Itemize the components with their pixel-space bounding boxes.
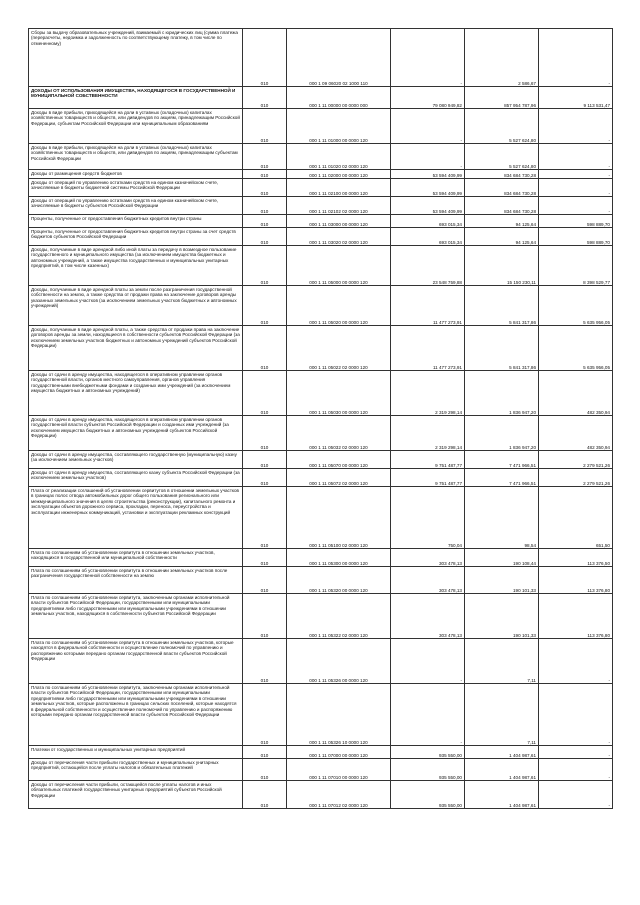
executed-amount-cell: 5 841 317,86: [465, 326, 539, 371]
budget-code-cell: 000 1 11 05000 00 0000 120: [287, 246, 391, 286]
table-row: [29, 451, 613, 469]
budget-code-cell: 000 1 09 06020 02 1000 110: [287, 29, 391, 87]
executed-amount-cell: 94 125,64: [465, 228, 539, 246]
budget-code-cell: 000 1 11 00000 00 0000 000: [287, 87, 391, 109]
approved-amount-cell: -: [391, 109, 465, 144]
approved-amount-cell: 9 751 487,77: [391, 469, 465, 487]
revenue-name-cell: Доходы от сдачи в аренду имущества, находящегося в оперативном управлении органов государственной власти, органов местного самоуправления, органов управления государственными внебюджетными фондами и созданных ими учреждений (за исключением имущества бюджетных и автономных учреждений): [29, 371, 243, 416]
revenue-name-cell: Плата по соглашениям об установлении сервитута, заключенным органами исполнительной власти субъектов Российской Федерации, государственными или муниципальными предприятиями либо государственными или муниципальными учреждениями в отношении земельных участков, которые расположены в границах сельских поселений, которые находятся в федеральной собственности и осуществление полномочий по управлению и распоряжению которыми передано органам государственной власти субъектов Российской Федерации: [29, 684, 243, 746]
report-sheet: [28, 28, 612, 809]
unexecuted-amount-cell: 482 350,94: [539, 371, 613, 416]
executed-amount-cell: 834 684 730,28: [465, 197, 539, 215]
budget-code-cell: 000 1 11 05300 00 0000 120: [287, 549, 391, 567]
row-code-cell: 010: [243, 286, 287, 326]
table-row: [29, 549, 613, 567]
row-code-cell: 010: [243, 144, 287, 170]
executed-amount-cell: 857 954 787,96: [465, 87, 539, 109]
approved-amount-cell: -: [391, 684, 465, 746]
revenue-name-cell: Доходы от размещения средств бюджетов: [29, 170, 243, 179]
revenue-name-cell: Доходы в виде прибыли, приходящейся на доли в уставных (складочных) капиталах хозяйственных товариществ и обществ, или дивидендов по акциям, принадлежащим Российской Федерации, субъектам Российской Федерации или муниципальным образованиям: [29, 109, 243, 144]
approved-amount-cell: 79 080 949,82: [391, 87, 465, 109]
executed-amount-cell: 190 108,44: [465, 549, 539, 567]
table-row: [29, 228, 613, 246]
table-row: [29, 371, 613, 416]
executed-amount-cell: 190 101,33: [465, 594, 539, 639]
unexecuted-amount-cell: -: [539, 684, 613, 746]
budget-code-cell: 000 1 11 05020 00 0000 120: [287, 286, 391, 326]
executed-amount-cell: 1 404 987,61: [465, 781, 539, 809]
revenue-name-cell: Доходы от перечисления части прибыли государственных и муниципальных унитарных предприятий, остающейся после уплаты налогов и обязательных платежей: [29, 759, 243, 781]
budget-code-cell: 000 1 11 05072 02 0000 120: [287, 469, 391, 487]
approved-amount-cell: 935 550,00: [391, 781, 465, 809]
approved-amount-cell: 303 478,13: [391, 549, 465, 567]
row-code-cell: 010: [243, 246, 287, 286]
table-row: [29, 246, 613, 286]
table-row: [29, 197, 613, 215]
budget-code-cell: 000 1 11 03000 00 0000 120: [287, 215, 391, 228]
unexecuted-amount-cell: 2 279 521,26: [539, 451, 613, 469]
approved-amount-cell: 9 751 487,77: [391, 451, 465, 469]
budget-code-cell: 000 1 11 05070 00 0000 120: [287, 451, 391, 469]
executed-amount-cell: 1 836 947,20: [465, 416, 539, 451]
table-row: [29, 109, 613, 144]
approved-amount-cell: 693 015,34: [391, 215, 465, 228]
row-code-cell: 010: [243, 594, 287, 639]
executed-amount-cell: 1 836 947,20: [465, 371, 539, 416]
approved-amount-cell: 53 594 409,99: [391, 179, 465, 197]
budget-code-cell: 000 1 11 05326 10 0000 120: [287, 684, 391, 746]
budget-code-cell: 000 1 11 03020 02 0000 120: [287, 228, 391, 246]
unexecuted-amount-cell: -: [539, 29, 613, 87]
executed-amount-cell: 5 527 624,80: [465, 109, 539, 144]
executed-amount-cell: 1 404 987,61: [465, 746, 539, 759]
table-row: [29, 170, 613, 179]
row-code-cell: 010: [243, 228, 287, 246]
table-row: [29, 215, 613, 228]
budget-code-cell: 000 1 11 05326 00 0000 120: [287, 639, 391, 684]
revenue-name-cell: Плата по соглашениям об установлении сервитута в отношении земельных участков, находящихся в государственной или муниципальной собственности: [29, 549, 243, 567]
row-code-cell: 010: [243, 170, 287, 179]
table-row: [29, 746, 613, 759]
row-code-cell: 010: [243, 197, 287, 215]
revenue-name-cell: Доходы от операций по управлению остатками средств на едином казначейском счете, зачисляемые в бюджеты субъектов Российской Федерации: [29, 197, 243, 215]
executed-amount-cell: 7 471 966,51: [465, 451, 539, 469]
revenue-name-cell: Плата по соглашениям об установлении сервитута в отношении земельных участков после разграничения государственной собственности на землю: [29, 567, 243, 594]
approved-amount-cell: 303 478,13: [391, 594, 465, 639]
executed-amount-cell: 834 684 730,28: [465, 179, 539, 197]
table-row: [29, 567, 613, 594]
revenue-table-body: [29, 29, 613, 809]
revenue-name-cell: Доходы, получаемые в виде арендной платы, а также средства от продажи права на заключение договоров аренды за земли, находящиеся в собственности субъектов Российской Федерации (за исключением земельных участков бюджетных и автономных учреждений субъектов Российской Федерации): [29, 326, 243, 371]
unexecuted-amount-cell: 9 113 531,47: [539, 87, 613, 109]
executed-amount-cell: 834 684 730,28: [465, 170, 539, 179]
budget-code-cell: 000 1 11 01020 02 0000 120: [287, 144, 391, 170]
budget-code-cell: 000 1 11 07000 00 0000 120: [287, 746, 391, 759]
unexecuted-amount-cell: -: [539, 781, 613, 809]
revenue-name-cell: Проценты, полученные от предоставления бюджетных кредитов внутри страны за счет средств бюджетов субъектов Российской Федерации: [29, 228, 243, 246]
table-row: [29, 469, 613, 487]
unexecuted-amount-cell: -: [539, 109, 613, 144]
executed-amount-cell: 5 841 317,86: [465, 286, 539, 326]
budget-code-cell: 000 1 11 05022 02 0000 120: [287, 326, 391, 371]
approved-amount-cell: 935 550,00: [391, 759, 465, 781]
budget-code-cell: 000 1 11 05322 02 0000 120: [287, 594, 391, 639]
row-code-cell: 010: [243, 215, 287, 228]
approved-amount-cell: 693 015,34: [391, 228, 465, 246]
table-row: [29, 759, 613, 781]
unexecuted-amount-cell: 651,50: [539, 487, 613, 549]
unexecuted-amount-cell: 482 350,94: [539, 416, 613, 451]
revenue-name-cell: Доходы от перечисления части прибыли, остающейся после уплаты налогов и иных обязательных платежей государственных унитарных предприятий субъектов Российской Федерации: [29, 781, 243, 809]
unexecuted-amount-cell: -: [539, 639, 613, 684]
row-code-cell: 010: [243, 549, 287, 567]
row-code-cell: 010: [243, 567, 287, 594]
unexecuted-amount-cell: 113 376,80: [539, 567, 613, 594]
revenue-table: [28, 28, 613, 809]
budget-code-cell: 000 1 11 05320 00 0000 120: [287, 567, 391, 594]
budget-code-cell: 000 1 11 02000 00 0000 120: [287, 170, 391, 179]
budget-code-cell: 000 1 11 07012 02 0000 120: [287, 781, 391, 809]
unexecuted-amount-cell: -: [539, 170, 613, 179]
table-row: [29, 416, 613, 451]
row-code-cell: 010: [243, 469, 287, 487]
table-row: [29, 29, 613, 87]
row-code-cell: 010: [243, 746, 287, 759]
approved-amount-cell: 935 550,00: [391, 746, 465, 759]
unexecuted-amount-cell: -: [539, 197, 613, 215]
unexecuted-amount-cell: 598 889,70: [539, 228, 613, 246]
unexecuted-amount-cell: 5 635 956,05: [539, 326, 613, 371]
row-code-cell: 010: [243, 87, 287, 109]
row-code-cell: 010: [243, 759, 287, 781]
revenue-name-cell: Платежи от государственных и муниципальных унитарных предприятий: [29, 746, 243, 759]
unexecuted-amount-cell: 598 889,70: [539, 215, 613, 228]
executed-amount-cell: 2 586,67: [465, 29, 539, 87]
table-row: [29, 781, 613, 809]
approved-amount-cell: 303 478,13: [391, 567, 465, 594]
budget-code-cell: 000 1 11 01000 00 0000 120: [287, 109, 391, 144]
unexecuted-amount-cell: 2 279 521,26: [539, 469, 613, 487]
row-code-cell: 010: [243, 29, 287, 87]
executed-amount-cell: 7,11: [465, 684, 539, 746]
row-code-cell: 010: [243, 639, 287, 684]
budget-code-cell: 000 1 11 07010 00 0000 120: [287, 759, 391, 781]
revenue-name-cell: Доходы в виде прибыли, приходящейся на доли в уставных (складочных) капиталах хозяйственных товариществ и обществ, или дивидендов по акциям, принадлежащим субъектам Российской Федерации: [29, 144, 243, 170]
revenue-name-cell: Доходы, получаемые в виде арендной либо иной платы за передачу в возмездное пользование государственного и муниципального имущества (за исключением имущества бюджетных и автономных учреждений, а также имущества государственных и муниципальных унитарных предприятий, в том числе казенных): [29, 246, 243, 286]
unexecuted-amount-cell: -: [539, 746, 613, 759]
table-row: [29, 144, 613, 170]
table-row: [29, 639, 613, 684]
approved-amount-cell: -: [391, 144, 465, 170]
budget-code-cell: 000 1 11 05030 00 0000 120: [287, 371, 391, 416]
revenue-name-cell: Проценты, полученные от предоставления бюджетных кредитов внутри страны: [29, 215, 243, 228]
table-row: [29, 179, 613, 197]
revenue-name-cell: Доходы от сдачи в аренду имущества, составляющего государственную (муниципальную) казну (за исключением земельных участков): [29, 451, 243, 469]
approved-amount-cell: -: [391, 29, 465, 87]
revenue-name-cell: Плата по соглашениям об установлении сервитута, заключенным органами исполнительной власти субъектов Российской Федерации, государственными или муниципальными предприятиями либо государственными или муниципальными учреждениями в отношении земельных участков, находящихся в собственности субъектов Российской Федерации: [29, 594, 243, 639]
approved-amount-cell: 750,04: [391, 487, 465, 549]
row-code-cell: 010: [243, 326, 287, 371]
row-code-cell: 010: [243, 109, 287, 144]
approved-amount-cell: 11 477 273,91: [391, 286, 465, 326]
table-row: [29, 326, 613, 371]
row-code-cell: 010: [243, 451, 287, 469]
row-code-cell: 010: [243, 416, 287, 451]
executed-amount-cell: 15 150 230,11: [465, 246, 539, 286]
approved-amount-cell: 11 477 273,91: [391, 326, 465, 371]
executed-amount-cell: 94 125,64: [465, 215, 539, 228]
executed-amount-cell: 7 471 966,51: [465, 469, 539, 487]
unexecuted-amount-cell: 113 376,80: [539, 594, 613, 639]
approved-amount-cell: -: [391, 639, 465, 684]
table-row: [29, 87, 613, 109]
unexecuted-amount-cell: -: [539, 144, 613, 170]
table-row: [29, 684, 613, 746]
row-code-cell: 010: [243, 781, 287, 809]
table-row: [29, 286, 613, 326]
executed-amount-cell: 190 101,33: [465, 567, 539, 594]
unexecuted-amount-cell: 113 376,50: [539, 549, 613, 567]
unexecuted-amount-cell: 5 635 956,05: [539, 286, 613, 326]
row-code-cell: 010: [243, 179, 287, 197]
row-code-cell: 010: [243, 684, 287, 746]
executed-amount-cell: 1 404 987,61: [465, 759, 539, 781]
approved-amount-cell: 2 319 298,14: [391, 416, 465, 451]
revenue-name-cell: ДОХОДЫ ОТ ИСПОЛЬЗОВАНИЯ ИМУЩЕСТВА, НАХОДЯЩЕГОСЯ В ГОСУДАРСТВЕННОЙ И МУНИЦИПАЛЬНОЙ СОБСТВЕННОСТИ: [29, 87, 243, 109]
approved-amount-cell: 2 319 298,14: [391, 371, 465, 416]
budget-code-cell: 000 1 11 05032 02 0000 120: [287, 416, 391, 451]
revenue-name-cell: Плата от реализации соглашений об установлении сервитутов в отношении земельных участков в границах полос отвода автомобильных дорог общего пользования регионального или межмуниципального значения в целях строительства (реконструкции), капитального ремонта и эксплуатации объектов дорожного сервиса, прокладки, переноса, переустройства и эксплуатации инженерных коммуникаций, установки и эксплуатации рекламных конструкций: [29, 487, 243, 549]
executed-amount-cell: 7,11: [465, 639, 539, 684]
revenue-name-cell: Доходы от сдачи в аренду имущества, находящегося в оперативном управлении органов государственной власти субъектов Российской Федерации и созданных ими учреждений (за исключением имущества бюджетных и автономных учреждений субъектов Российской Федерации): [29, 416, 243, 451]
revenue-name-cell: Плата по соглашениям об установлении сервитута в отношении земельных участков, которые находятся в федеральной собственности и осуществление полномочий по управлению и распоряжению которыми передано органам государственной власти субъектов Российской Федерации: [29, 639, 243, 684]
executed-amount-cell: 5 527 624,80: [465, 144, 539, 170]
table-row: [29, 594, 613, 639]
budget-code-cell: 000 1 11 02100 00 0000 120: [287, 179, 391, 197]
approved-amount-cell: 23 548 759,88: [391, 246, 465, 286]
budget-code-cell: 000 1 11 02102 02 0000 120: [287, 197, 391, 215]
table-row: [29, 487, 613, 549]
budget-code-cell: 000 1 11 05100 02 0000 120: [287, 487, 391, 549]
row-code-cell: 010: [243, 371, 287, 416]
revenue-name-cell: Доходы от операций по управлению остатками средств на едином казначейском счете, зачисляемые в бюджеты бюджетной системы Российской Федерации: [29, 179, 243, 197]
unexecuted-amount-cell: -: [539, 759, 613, 781]
unexecuted-amount-cell: -: [539, 179, 613, 197]
unexecuted-amount-cell: 8 398 529,77: [539, 246, 613, 286]
row-code-cell: 010: [243, 487, 287, 549]
approved-amount-cell: 53 594 409,99: [391, 170, 465, 179]
executed-amount-cell: 98,54: [465, 487, 539, 549]
revenue-name-cell: Сборы за выдачу образовательных учреждений, взимаемый с юридических лиц (сумма платежа (перерасчеты, недоимка и задолженность по соответствующему платежу, в том числе по отмененному): [29, 29, 243, 87]
revenue-name-cell: Доходы, получаемые в виде арендной платы за земли после разграничения государственной собственности на землю, а также средства от продажи права на заключение договоров аренды указанных земельных участков (за исключением земельных участков бюджетных и автономных учреждений): [29, 286, 243, 326]
revenue-name-cell: Доходы от сдачи в аренду имущества, составляющего казну субъекта Российской Федерации (за исключением земельных участков): [29, 469, 243, 487]
approved-amount-cell: 53 594 409,99: [391, 197, 465, 215]
